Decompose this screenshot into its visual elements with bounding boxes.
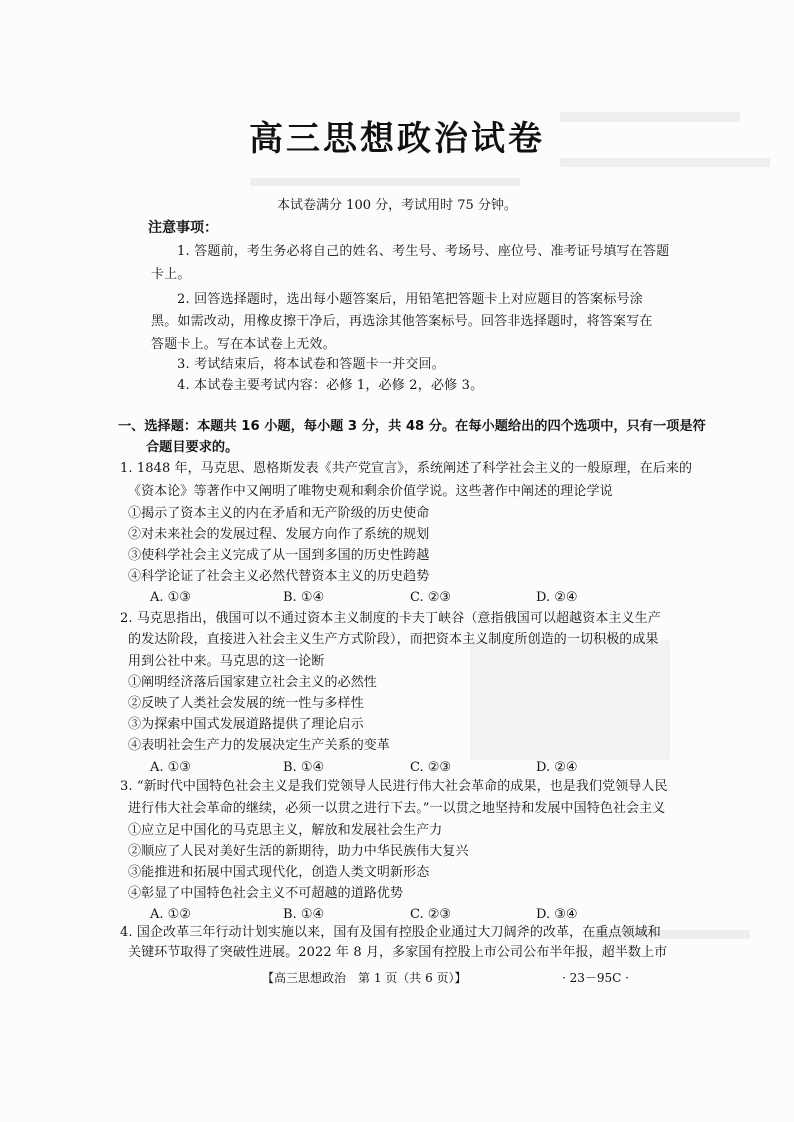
notice-line: 黑。如需改动，用橡皮擦干净后，再选涂其他答案标号。回答非选择题时，将答案写在 (151, 314, 653, 329)
notice-line: 卡上。 (151, 267, 191, 282)
page-footer: 【高三思想政治 第 1 页（共 6 页）】 (262, 971, 467, 985)
choice-c: C. ②③ (410, 760, 452, 775)
choice-b: B. ①④ (283, 760, 325, 775)
notice-line: 3. 考试结束后，将本试卷和答题卡一并交回。 (177, 357, 445, 372)
question-item: ④彰显了中国特色社会主义不可超越的道路优势 (128, 886, 404, 901)
question-stem: 关键环节取得了突破性进展。2022 年 8 月，多家国有控股上市公司公布半年报，超半数上市 (128, 945, 668, 960)
choice-d: D. ③④ (536, 907, 578, 922)
choice-a: A. ①③ (150, 760, 191, 775)
notice-heading: 注意事项： (148, 220, 218, 236)
choice-d: D. ②④ (536, 760, 578, 775)
question-item: ③为探索中国式发展道路提供了理论启示 (128, 717, 364, 732)
choice-a: A. ①② (150, 907, 191, 922)
question-stem: 的发达阶段，直接进入社会主义生产方式阶段），而把资本主义制度所创造的一切积极的成果 (128, 632, 659, 647)
choice-a: A. ①③ (150, 590, 191, 605)
bleed-through-mark (470, 640, 670, 760)
question-item: ②对未来社会的发展过程、发展方向作了系统的规划 (128, 527, 430, 542)
question-stem: 用到公社中来。马克思的这一论断 (128, 654, 325, 669)
choice-b: B. ①④ (283, 590, 325, 605)
page-title: 高三思想政治试卷 (249, 119, 545, 159)
notice-line: 答题卡上。写在本试卷上无效。 (151, 337, 336, 352)
choice-c: C. ②③ (410, 590, 452, 605)
choice-c: C. ②③ (410, 907, 452, 922)
question-item: ③能推进和拓展中国式现代化，创造人类文明新形态 (128, 865, 430, 880)
bleed-through-mark (250, 178, 520, 186)
question-item: ①揭示了资本主义的内在矛盾和无产阶级的历史使命 (128, 506, 430, 521)
question-item: ②顺应了人民对美好生活的新期待，助力中华民族伟大复兴 (128, 844, 469, 859)
paper-code: · 23－95C · (562, 971, 629, 985)
notice-line: 2. 回答选择题时，选出每小题答案后，用铅笔把答题卡上对应题目的答案标号涂 (177, 292, 643, 307)
choice-b: B. ①④ (283, 907, 325, 922)
question-stem: 2. 马克思指出，俄国可以不通过资本主义制度的卡夫丁峡谷（意指俄国可以超越资本主义生产 (120, 611, 661, 626)
question-item: ④表明社会生产力的发展决定生产关系的变革 (128, 738, 391, 753)
question-stem: 3. “新时代中国特色社会主义是我们党领导人民进行伟大社会革命的成果，也是我们党领导人民 (120, 779, 668, 794)
bleed-through-mark (560, 112, 740, 122)
section-heading: 合题目要求的。 (146, 440, 239, 455)
bleed-through-mark (560, 158, 770, 167)
question-item: ④科学论证了社会主义必然代替资本主义的历史趋势 (128, 569, 430, 584)
question-item: ②反映了人类社会发展的统一性与多样性 (128, 696, 364, 711)
notice-line: 1. 答题前，考生务必将自己的姓名、考生号、考场号、座位号、准考证号填写在答题 (177, 244, 670, 259)
question-stem: 4. 国企改革三年行动计划实施以来，国有及国有控股企业通过大刀阔斧的改革，在重点领域和 (120, 925, 661, 940)
question-item: ③使科学社会主义完成了从一国到多国的历史性跨越 (128, 548, 430, 563)
question-stem: 《资本论》等著作中又阐明了唯物史观和剩余价值学说。这些著作中阐述的理论学说 (128, 484, 613, 499)
question-item: ①阐明经济落后国家建立社会主义的必然性 (128, 675, 377, 690)
question-stem: 进行伟大社会革命的继续，必须一以贯之进行下去。”一以贯之地坚持和发展中国特色社会主义 (128, 801, 666, 816)
question-item: ①应立足中国化的马克思主义，解放和发展社会生产力 (128, 823, 443, 838)
notice-line: 4. 本试卷主要考试内容：必修 1，必修 2，必修 3。 (177, 378, 484, 393)
question-stem: 1. 1848 年，马克思、恩格斯发表《共产党宣言》，系统阐述了科学社会主义的一般原理，在后来的 (120, 461, 693, 476)
choice-d: D. ②④ (536, 590, 578, 605)
section-heading: 一、选择题：本题共 16 小题，每小题 3 分，共 48 分。在每小题给出的四个选项中，只有一项是符 (118, 419, 706, 434)
exam-info: 本试卷满分 100 分，考试用时 75 分钟。 (277, 198, 517, 213)
